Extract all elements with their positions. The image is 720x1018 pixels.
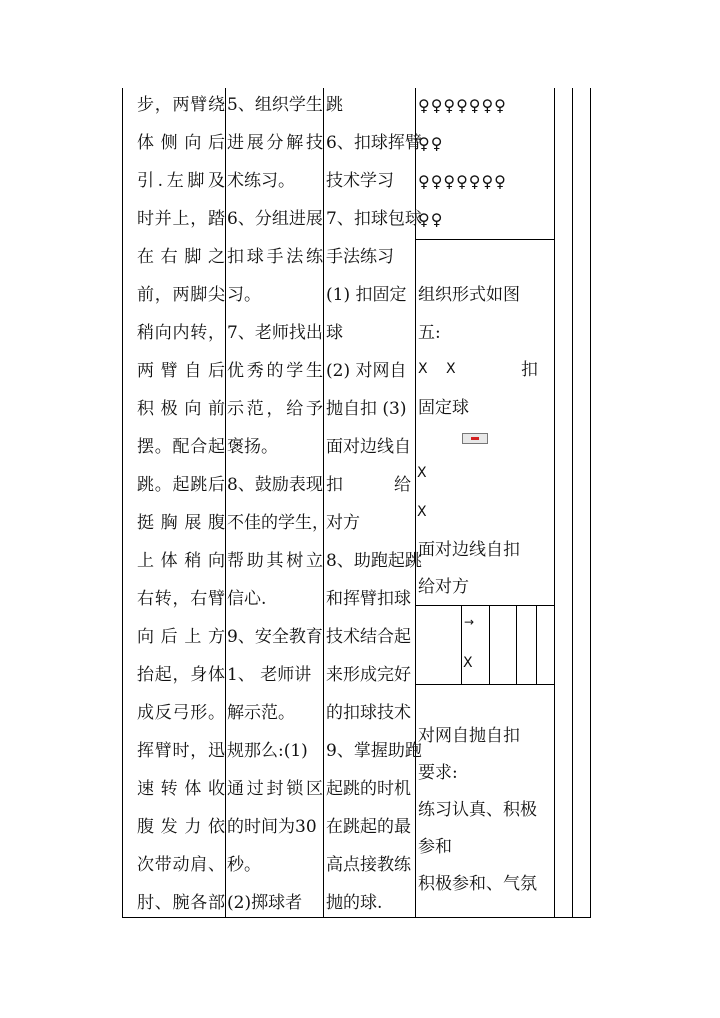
col2-line: 帮助其树立 [227, 551, 323, 571]
col3-line: 8、助跑起跳 [326, 551, 422, 571]
court-line [536, 605, 537, 684]
col2-line: 不佳的学生， [227, 513, 329, 533]
col1-line: 次带动肩、 [137, 855, 225, 875]
col2-line: 进展分解技 [227, 133, 323, 153]
column-divider [323, 88, 324, 918]
table-border-right [590, 88, 591, 918]
col3-line: 技术学习 [326, 171, 394, 191]
col1-line: 上体稍向 [137, 551, 225, 571]
col1-line: 步，两臂绕 [137, 95, 225, 115]
col1-line: 挺胸展腹 [137, 513, 225, 533]
court-line [461, 605, 462, 684]
col2-line: 1、 老师讲 [227, 665, 312, 685]
col3-line: 起跳的时机 [326, 779, 411, 799]
col3-line: 在跳起的最 [326, 817, 411, 837]
col2-line: 5、组织学生 [227, 95, 323, 115]
column-divider [572, 88, 573, 918]
formation-row: ♀♀♀♀♀♀♀ [418, 172, 507, 191]
col3-line: (1) 扣固定 [326, 285, 407, 305]
col3-line: 扣 给 [326, 475, 411, 495]
table-border-left [122, 88, 123, 918]
col2-line: 习。 [227, 285, 261, 305]
col4-line: 积极参和、气氛 [418, 874, 537, 894]
col1-line: 跳。起跳后 [137, 475, 225, 495]
col1-line: 在右脚之 [137, 247, 225, 267]
col3-line: 面对边线自 [326, 437, 411, 457]
col2-line: 优秀的学生 [227, 361, 323, 381]
court-line [516, 605, 517, 684]
col3-line: 9、掌握助跑 [326, 741, 422, 761]
col2-line: 通过封锁区 [227, 779, 323, 799]
col3-line: 抛的球. [326, 893, 383, 913]
col3-line: 球 [326, 323, 343, 343]
col1-line: 稍向内转， [137, 323, 225, 343]
col4-line: 五: [418, 323, 441, 343]
col2-line: 示范，给予 [227, 399, 323, 419]
col4-line: 要求: [418, 763, 458, 783]
col4-line: 给对方 [418, 577, 469, 597]
col2-line: 秒。 [227, 855, 261, 875]
col4-line: 扣 [521, 360, 538, 380]
col1-line: 引.左脚及 [137, 171, 225, 191]
col4-line: 练习认真、积极 [418, 800, 537, 820]
col4-line: 参和 [418, 837, 452, 857]
col3-line: 和挥臂扣球 [326, 589, 411, 609]
col2-line: 6、分组进展 [227, 209, 323, 229]
player-marker: X [417, 504, 427, 520]
col2-line: 扣球手法练 [227, 247, 323, 267]
col3-line: 的扣球技术 [326, 703, 411, 723]
col2-line: 9、安全教育 [227, 627, 323, 647]
col2-line: 解示范。 [227, 703, 295, 723]
col3-line: 高点接教练 [326, 855, 411, 875]
col2-line: 褒扬。 [227, 437, 278, 457]
col1-line: 速转体收 [137, 779, 225, 799]
col2-line: 8、鼓励表现 [227, 475, 323, 495]
formation-row: ♀♀♀♀♀♀♀ [418, 96, 507, 115]
col3-line: 技术结合起 [326, 627, 411, 647]
col1-line: 两臂自后 [137, 361, 225, 381]
court-line [489, 605, 490, 684]
col3-line: 跳 [326, 95, 343, 115]
col1-line: 抬起，身体 [137, 665, 225, 685]
col2-line: 的时间为30 [227, 817, 317, 837]
col1-line: 成反弓形。 [137, 703, 225, 723]
col4-line: 对网自抛自扣 [418, 726, 520, 746]
col1-line: 腹发力依 [137, 817, 225, 837]
col2-line: (2)掷球者 [227, 893, 303, 913]
player-marker: X [463, 655, 473, 671]
player-marker: X [418, 361, 428, 377]
col1-line: 积极向前 [137, 399, 225, 419]
col3-line: 6、扣球挥臂 [326, 133, 422, 153]
court-diagram-top [415, 605, 555, 606]
col2-line: 信心. [227, 589, 267, 609]
col1-line: 挥臂时，迅 [137, 741, 225, 761]
table-bottom-border [122, 917, 591, 918]
arrow-right-icon: → [464, 615, 475, 629]
col2-line: 规那么:(1) [227, 741, 308, 761]
col3-line: (2) 对网自 [326, 361, 407, 381]
col3-line: 手法练习 [326, 247, 394, 267]
col4-line: 面对边线自扣 [418, 540, 520, 560]
col1-line: 向后上方 [137, 627, 225, 647]
formation-box-bottom [415, 239, 555, 240]
col3-line: 抛自扣 (3) [326, 399, 407, 419]
column-divider [554, 88, 555, 918]
col1-line: 摆。配合起 [137, 437, 225, 457]
court-diagram-bottom [415, 684, 555, 685]
column-divider [225, 88, 226, 918]
formation-row: ♀♀ [418, 210, 444, 229]
col1-line: 肘、腕各部 [137, 893, 225, 913]
player-marker: X [446, 361, 456, 377]
col1-line: 时并上，踏 [137, 209, 225, 229]
formation-row: ♀♀ [418, 134, 444, 153]
col1-line: 前，两脚尖 [137, 285, 225, 305]
player-marker: X [417, 465, 427, 481]
broken-image-icon [462, 433, 488, 444]
col3-line: 来形成完好 [326, 665, 411, 685]
col2-line: 术练习。 [227, 171, 295, 191]
col4-line: 固定球 [418, 398, 469, 418]
col2-line: 7、老师找出 [227, 323, 323, 343]
col1-line: 体侧向后 [137, 133, 225, 153]
col3-line: 对方 [326, 513, 360, 533]
col3-line: 7、扣球包球 [326, 209, 422, 229]
col1-line: 右转，右臂 [137, 589, 225, 609]
col4-line: 组织形式如图 [418, 285, 520, 305]
